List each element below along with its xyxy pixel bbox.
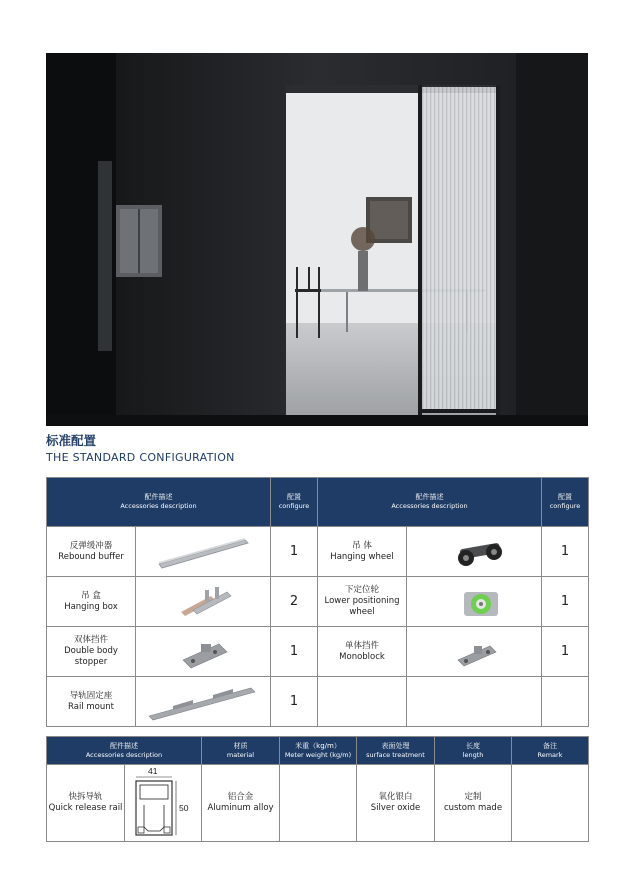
rail-surface-treatment: 氧化银白 Silver oxide: [357, 765, 435, 842]
header-material: 材质 material: [202, 737, 280, 765]
accessory-image-empty: [407, 677, 542, 727]
accessory-quantity: 2: [271, 577, 318, 627]
accessory-image: [136, 627, 271, 677]
accessories-table: [46, 477, 589, 727]
header-configure: 配置 configure: [542, 478, 589, 527]
rail-profile-icon: [126, 765, 200, 837]
accessory-name: 单体挡件 Monoblock: [318, 627, 407, 677]
table-row: [47, 577, 589, 627]
table-row: [47, 627, 589, 677]
profile-width-label: 41: [148, 766, 158, 776]
accessory-image: [136, 677, 271, 727]
hero-photo: [46, 53, 588, 426]
section-title-en: THE STANDARD CONFIGURATION: [46, 451, 235, 464]
accessory-name-empty: [318, 677, 407, 727]
rail-mount-icon: [143, 680, 263, 724]
section-title-cn: 标准配置: [46, 433, 97, 448]
accessory-quantity: 1: [271, 627, 318, 677]
accessory-image: [407, 577, 542, 627]
double-body-stopper-icon: [153, 632, 253, 672]
header-accessories-description: 配件描述 Accessories description: [318, 478, 542, 527]
table-row: [47, 527, 589, 577]
accessory-image: [136, 577, 271, 627]
header-surface-treatment: 表面处理 surface treatment: [357, 737, 435, 765]
accessory-image: [407, 527, 542, 577]
table-row: [47, 765, 589, 842]
accessory-quantity: 1: [542, 627, 589, 677]
accessory-image: [136, 527, 271, 577]
sliding-door-photo: [46, 53, 588, 426]
header-configure: 配置 configure: [271, 478, 318, 527]
accessory-quantity: 1: [542, 527, 589, 577]
accessory-name: 导轨固定座 Rail mount: [47, 677, 136, 727]
accessory-quantity-empty: [542, 677, 589, 727]
accessory-quantity: 1: [271, 527, 318, 577]
rebound-buffer-icon: [153, 532, 253, 572]
rail-length: 定制 custom made: [435, 765, 512, 842]
rail-material: 铝合金 Aluminum alloy: [202, 765, 280, 842]
accessory-name: 下定位轮 Lower positioning wheel: [318, 577, 407, 627]
rail-remark: [512, 765, 589, 842]
rail-profile-drawing: [125, 765, 202, 842]
accessory-name: 反弹缓冲器 Rebound buffer: [47, 527, 136, 577]
profile-height-label: 50: [179, 803, 189, 813]
accessory-image: [407, 627, 542, 677]
header-remark: 备注 Remark: [512, 737, 589, 765]
hanging-wheel-icon: [424, 532, 524, 572]
accessory-name: 吊 盒 Hanging box: [47, 577, 136, 627]
hanging-box-icon: [153, 582, 253, 622]
header-accessories-description: 配件描述 Accessories description: [47, 737, 202, 765]
rail-name: 快拆导轨 Quick release rail: [47, 765, 125, 842]
lower-positioning-wheel-icon: [424, 582, 524, 622]
rail-spec-table: [46, 736, 589, 842]
rail-meter-weight: [280, 765, 357, 842]
accessory-name: 吊 体 Hanging wheel: [318, 527, 407, 577]
accessory-quantity: 1: [271, 677, 318, 727]
header-accessories-description: 配件描述 Accessories description: [47, 478, 271, 527]
monoblock-icon: [424, 632, 524, 672]
accessories-header-row: [47, 478, 589, 527]
header-length: 长度 length: [435, 737, 512, 765]
table-row: [47, 677, 589, 727]
rail-header-row: [47, 737, 589, 765]
header-meter-weight: 米重（kg/m） Meter weight (kg/m): [280, 737, 357, 765]
accessory-quantity: 1: [542, 577, 589, 627]
accessory-name: 双体挡件 Double body stopper: [47, 627, 136, 677]
